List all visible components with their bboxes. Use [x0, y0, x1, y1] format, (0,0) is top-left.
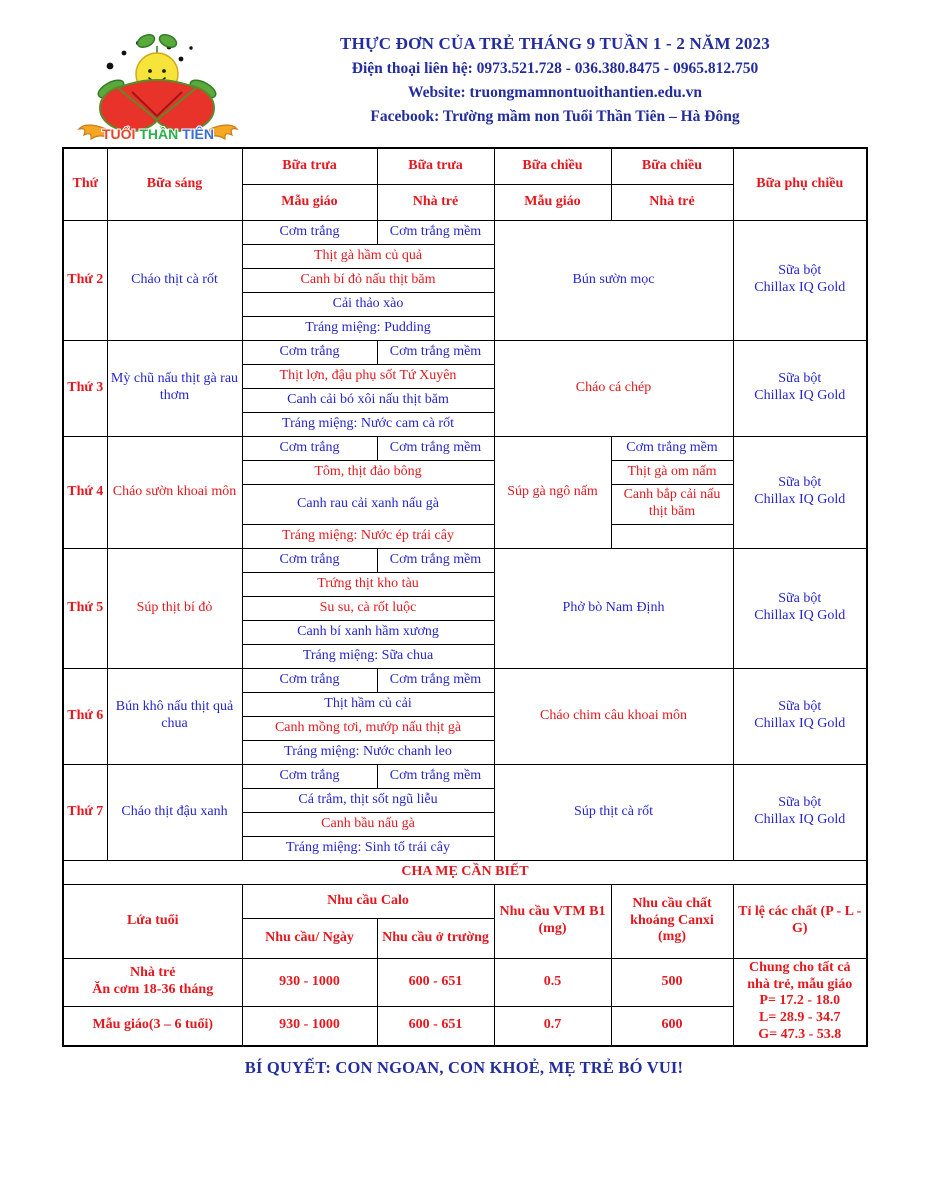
lunch-mg-rice-cell: Cơm trắng — [242, 340, 377, 364]
breakfast-cell: Cháo sườn khoai môn — [107, 436, 242, 548]
dish-cell: Thịt gà hầm củ quả — [242, 244, 494, 268]
dessert-cell: Tráng miệng: Sữa chua — [242, 644, 494, 668]
col-header-lunch-mg: Bữa trưa — [242, 148, 377, 184]
day-label: Thứ 7 — [63, 764, 107, 860]
footer-slogan: BÍ QUYẾT: CON NGOAN, CON KHOẺ, MẸ TRẺ BÓ VUI! — [244, 1058, 684, 1077]
school-logo — [72, 26, 244, 147]
col-header-afternoon-nt: Bữa chiều — [611, 148, 733, 184]
plg-p: P= 17.2 - 18.0 — [759, 993, 841, 1009]
subheader-nursery: Nhà trẻ — [377, 184, 494, 220]
page-title: THỰC ĐƠN CỦA TRẺ THÁNG 9 TUẦN 1 - 2 NĂM 2023 — [340, 34, 770, 53]
dish-cell: Tôm, thịt đảo bông — [242, 460, 494, 484]
dish-cell: Cải thảo xào — [242, 292, 494, 316]
lunch-mg-rice-cell: Cơm trắng — [242, 436, 377, 460]
menu-table — [62, 147, 868, 1047]
day-label: Thứ 5 — [63, 548, 107, 668]
dessert-cell: Tráng miệng: Sinh tố trái cây — [242, 836, 494, 860]
dish-cell: Canh bí đỏ nấu thịt băm — [242, 268, 494, 292]
subheader-kindergarten: Mẫu giáo — [494, 184, 611, 220]
dish-cell: Canh rau cải xanh nấu gà — [242, 484, 494, 524]
canxi-cell: 500 — [611, 958, 733, 1006]
lunch-nt-rice-cell: Cơm trắng mềm — [377, 436, 494, 460]
plg-intro: Chung cho tất cả nhà trẻ, mẫu giáo — [747, 959, 853, 992]
calo-school-cell: 600 - 651 — [377, 1006, 494, 1046]
lunch-nt-rice-cell: Cơm trắng mềm — [377, 548, 494, 572]
afternoon-nt-cell: Thịt gà om nấm — [611, 460, 733, 484]
breakfast-cell: Cháo thịt đậu xanh — [107, 764, 242, 860]
afternoon-cell: Phở bò Nam Định — [494, 548, 733, 668]
day-label: Thứ 4 — [63, 436, 107, 548]
parents-section-title: CHA MẸ CẦN BIẾT — [63, 860, 867, 884]
dish-cell: Trứng thịt kho tàu — [242, 572, 494, 596]
afternoon-cell: Bún sườn mọc — [494, 220, 733, 340]
snack-line1: Sữa bột — [778, 795, 822, 811]
lunch-nt-rice-cell: Cơm trắng mềm — [377, 668, 494, 692]
phone-line: Điện thoại liên hệ: 0973.521.728 - 036.380.8475 - 0965.812.750 — [351, 60, 759, 77]
dish-cell: Su su, cà rốt luộc — [242, 596, 494, 620]
dessert-cell: Tráng miệng: Pudding — [242, 316, 494, 340]
snack-line2: Chillax IQ Gold — [754, 812, 846, 827]
afternoon-cell: Cháo chim câu khoai môn — [494, 668, 733, 764]
afternoon-nt-cell: Cơm trắng mềm — [611, 436, 733, 460]
day-label: Thứ 3 — [63, 340, 107, 436]
col-header-ratio: Tỉ lệ các chất (P - L - G) — [733, 884, 867, 958]
plg-ratio-cell — [733, 958, 867, 1046]
dish-cell: Canh bí xanh hầm xương — [242, 620, 494, 644]
breakfast-cell: Bún khô nấu thịt quả chua — [107, 668, 242, 764]
dish-cell: Canh cải bó xôi nấu thịt băm — [242, 388, 494, 412]
breakfast-cell: Cháo thịt cà rốt — [107, 220, 242, 340]
document-header — [238, 34, 872, 126]
calo-day-cell: 930 - 1000 — [242, 958, 377, 1006]
col-header-snack: Bữa phụ chiều — [733, 148, 867, 220]
lunch-mg-rice-cell: Cơm trắng — [242, 548, 377, 572]
col-header-vtm: Nhu cầu VTM B1 (mg) — [494, 884, 611, 958]
website-line: Website: truongmamnontuoithantien.edu.vn — [407, 84, 703, 101]
col-header-canxi: Nhu cầu chất khoáng Canxi (mg) — [611, 884, 733, 958]
snack-line1: Sữa bột — [778, 371, 822, 387]
snack-cell — [733, 436, 867, 548]
dessert-cell: Tráng miệng: Nước cam cà rốt — [242, 412, 494, 436]
plg-l: L= 28.9 - 34.7 — [759, 1010, 841, 1026]
snack-cell — [733, 220, 867, 340]
snack-line2: Chillax IQ Gold — [754, 280, 846, 295]
logo-rose — [100, 80, 214, 131]
col-header-lunch-nt: Bữa trưa — [377, 148, 494, 184]
snack-line1: Sữa bột — [778, 475, 822, 491]
snack-line2: Chillax IQ Gold — [754, 716, 846, 731]
snack-cell — [733, 340, 867, 436]
snack-cell — [733, 548, 867, 668]
afternoon-cell: Súp thịt cà rốt — [494, 764, 733, 860]
afternoon-cell: Cháo cá chép — [494, 340, 733, 436]
calo-school-cell: 600 - 651 — [377, 958, 494, 1006]
snack-line2: Chillax IQ Gold — [754, 608, 846, 623]
subheader-kindergarten: Mẫu giáo — [242, 184, 377, 220]
day-label: Thứ 2 — [63, 220, 107, 340]
age-line1: Nhà trẻ — [130, 965, 176, 981]
breakfast-cell: Súp thịt bí đỏ — [107, 548, 242, 668]
snack-line2: Chillax IQ Gold — [754, 388, 846, 403]
age-group-cell: Mẫu giáo(3 – 6 tuổi) — [63, 1006, 242, 1046]
lunch-nt-rice-cell: Cơm trắng mềm — [377, 764, 494, 788]
lunch-mg-rice-cell: Cơm trắng — [242, 668, 377, 692]
dish-cell: Cá trắm, thịt sốt ngũ liễu — [242, 788, 494, 812]
col-header-afternoon-mg: Bữa chiều — [494, 148, 611, 184]
col-header-breakfast: Bữa sáng — [107, 148, 242, 220]
col-header-calo: Nhu cầu Calo — [242, 884, 494, 918]
lunch-nt-rice-cell: Cơm trắng mềm — [377, 220, 494, 244]
afternoon-mg-cell: Súp gà ngô nấm — [494, 436, 611, 548]
lunch-nt-rice-cell: Cơm trắng mềm — [377, 340, 494, 364]
subheader-nursery: Nhà trẻ — [611, 184, 733, 220]
snack-line1: Sữa bột — [778, 699, 822, 715]
calo-day-cell: 930 - 1000 — [242, 1006, 377, 1046]
afternoon-nt-cell: Canh bắp cải nấu thịt băm — [611, 484, 733, 524]
col-header-calo-school: Nhu cầu ở trường — [377, 918, 494, 958]
dessert-cell: Tráng miệng: Nước ép trái cây — [242, 524, 494, 548]
facebook-line: Facebook: Trường mầm non Tuổi Thần Tiên – Hà Đông — [370, 108, 740, 125]
dish-cell: Canh bầu nấu gà — [242, 812, 494, 836]
logo-banner-text: TUỔI THẦN TIÊN — [101, 126, 215, 142]
vtm-cell: 0.7 — [494, 1006, 611, 1046]
dish-cell: Thịt lợn, đậu phụ sốt Tứ Xuyên — [242, 364, 494, 388]
vtm-cell: 0.5 — [494, 958, 611, 1006]
age-line2: Ăn cơm 18-36 tháng — [92, 982, 214, 997]
col-header-age: Lứa tuổi — [63, 884, 242, 958]
plg-g: G= 47.3 - 53.8 — [758, 1026, 842, 1042]
dish-cell: Thịt hầm củ cải — [242, 692, 494, 716]
age-group-cell — [63, 958, 242, 1006]
lunch-mg-rice-cell: Cơm trắng — [242, 220, 377, 244]
snack-line1: Sữa bột — [778, 263, 822, 279]
dessert-cell: Tráng miệng: Nước chanh leo — [242, 740, 494, 764]
canxi-cell: 600 — [611, 1006, 733, 1046]
day-label: Thứ 6 — [63, 668, 107, 764]
school-logo-graphic — [72, 26, 244, 142]
lunch-mg-rice-cell: Cơm trắng — [242, 764, 377, 788]
breakfast-cell: Mỳ chũ nấu thịt gà rau thơm — [107, 340, 242, 436]
snack-line1: Sữa bột — [778, 591, 822, 607]
snack-cell — [733, 668, 867, 764]
snack-line2: Chillax IQ Gold — [754, 492, 846, 507]
col-header-day: Thứ — [63, 148, 107, 220]
snack-cell — [733, 764, 867, 860]
col-header-calo-day: Nhu cầu/ Ngày — [242, 918, 377, 958]
empty-cell — [611, 524, 733, 548]
dish-cell: Canh mồng tơi, mướp nấu thịt gà — [242, 716, 494, 740]
